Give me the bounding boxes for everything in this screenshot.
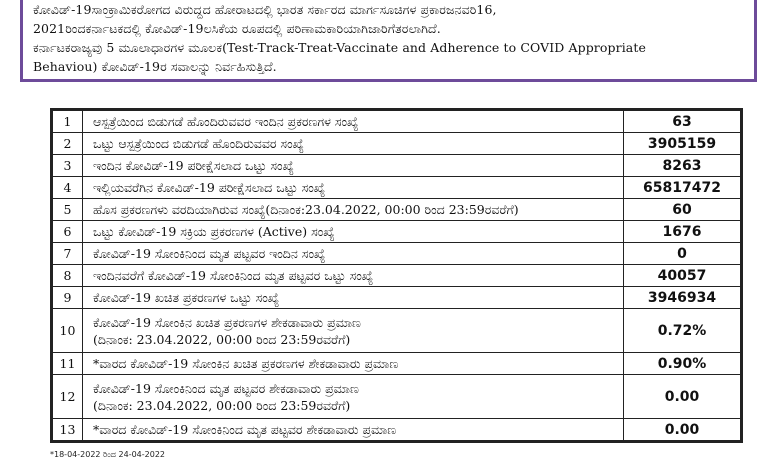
table-row: [53, 221, 741, 243]
footnote-date-range: *18-04-2022 ರಿಂದ 24-04-2022: [50, 450, 166, 459]
table-row: [53, 177, 741, 199]
row-number: 6: [53, 221, 83, 243]
stats-table: [52, 110, 741, 441]
covid-stats-table: [50, 108, 743, 443]
row-label-cell: [83, 133, 624, 155]
table-row: [53, 111, 741, 133]
table-row: [53, 155, 741, 177]
row-label: ಒಟ್ಟು ಕೋವಿಡ್‌-19 ಸಕ್ರಿಯ ಪ್ರಕರಣಗಳ (Active) ಸಂಖ್ಯೆ: [93, 224, 335, 239]
row-number: 5: [53, 199, 83, 221]
row-value: 8263: [624, 155, 741, 177]
row-label: *ವಾರದ ಕೋವಿಡ್‌-19 ಸೋಂಕಿನ ಖಚಿತ ಪ್ರಕರಣಗಳ ಶೇಕಡಾವಾರು ಪ್ರಮಾಣ: [93, 356, 399, 371]
row-label: ಇಲ್ಲಿಯವರೆಗಿನ ಕೋವಿಡ್‌-19 ಪರೀಕ್ಷೆಸಲಾದ ಒಟ್ಟು ಸಂಖ್ಯೆ: [93, 180, 326, 195]
row-label-cell: [83, 111, 624, 133]
row-label: ಒಟ್ಟು ಆಸ್ಪತ್ರೆಯಿಂದ ಬಿಡುಗಡೆ ಹೊಂದಿರುವವರ ಸಂಖ್ಯೆ: [93, 136, 304, 151]
row-label-cell: [83, 375, 624, 419]
table-row: [53, 287, 741, 309]
row-value: 1676: [624, 221, 741, 243]
row-label-cell: [83, 199, 624, 221]
row-label: ಆಸ್ಪತ್ರೆಯಿಂದ ಬಿಡುಗಡೆ ಹೊಂದಿರುವವರ ಇಂದಿನ ಪ್ರಕರಣಗಳ ಸಂಖ್ಯೆ: [93, 114, 359, 129]
row-label: *ವಾರದ ಕೋವಿಡ್‌-19 ಸೋಂಕಿನಿಂದ ಮೃತ ಪಟ್ಟವರ ಶೇಕಡಾವಾರು ಪ್ರಮಾಣ: [93, 422, 397, 437]
row-value: 3946934: [624, 287, 741, 309]
notice-line-1: ಕೋವಿಡ್‌-19ಸಾಂಕ್ರಾಮಿಕರೋಗದ ವಿರುದ್ಧದ ಹೋರಾಟದಲ್ಲಿ ಭಾರತ ಸರ್ಕಾರದ ಮಾರ್ಗಸೂಚಿಗಳ ಪ್ರಕಾರಜನವರಿ16,: [33, 2, 497, 17]
row-label: ಇಂದಿನವರೆಗೆ ಕೋವಿಡ್‌-19 ಸೋಂಕಿನಿಂದ ಮೃತ ಪಟ್ಟವರ ಒಟ್ಟು ಸಂಖ್ಯೆ: [93, 268, 374, 283]
row-number: 9: [53, 287, 83, 309]
table-row: [53, 353, 741, 375]
row-label: ಕೋವಿಡ್‌-19 ಸೋಂಕಿನ ಖಚಿತ ಪ್ರಕರಣಗಳ ಶೇಕಡಾವಾರು ಪ್ರಮಾಣ: [93, 314, 361, 330]
notice-line-2: 2021ರಿಂದಕರ್ನಾಟಕದಲ್ಲಿ ಕೋವಿಡ್‌-19ಲಸಿಕೆಯ ರೂಪದಲ್ಲಿ ಪರಿಣಾಮಕಾರಿಯಾಗಿಜಾರಿಗೆತರಲಾಗಿದೆ.: [33, 21, 441, 36]
row-value: 0.90%: [624, 353, 741, 375]
row-value: 0.00: [624, 419, 741, 441]
row-number: 11: [53, 353, 83, 375]
row-label-cell: [83, 419, 624, 441]
row-number: 13: [53, 419, 83, 441]
row-number: 1: [53, 111, 83, 133]
row-label: ಕೋವಿಡ್‌-19 ಸೋಂಕಿನಿಂದ ಮೃತ ಪಟ್ಟವರ ಇಂದಿನ ಸಂಖ್ಯೆ: [93, 246, 326, 261]
row-number: 3: [53, 155, 83, 177]
row-label-date-range: (ದಿನಾಂಕ: 23.04.2022, 00:00 ರಿಂದ 23:59ರವರೆಗೆ): [93, 331, 351, 347]
row-label: ಕೋವಿಡ್‌-19 ಸೋಂಕಿನಿಂದ ಮೃತ ಪಟ್ಟವರ ಶೇಕಡಾವಾರು ಪ್ರಮಾಣ: [93, 380, 359, 396]
row-number: 4: [53, 177, 83, 199]
row-number: 10: [53, 309, 83, 353]
table-row: [53, 243, 741, 265]
row-number: 8: [53, 265, 83, 287]
table-row: [53, 309, 741, 353]
row-label-cell: [83, 221, 624, 243]
row-label-cell: [83, 177, 624, 199]
row-label-date-range: (ದಿನಾಂಕ: 23.04.2022, 00:00 ರಿಂದ 23:59ರವರೆಗೆ): [93, 397, 351, 413]
table-row: [53, 375, 741, 419]
table-row: [53, 133, 741, 155]
row-label-cell: [83, 309, 624, 353]
table-row: [53, 265, 741, 287]
row-value: 0: [624, 243, 741, 265]
row-number: 2: [53, 133, 83, 155]
row-value: 3905159: [624, 133, 741, 155]
table-row: [53, 199, 741, 221]
row-value: 0.72%: [624, 309, 741, 353]
row-number: 12: [53, 375, 83, 419]
row-label: ಇಂದಿನ ಕೋವಿಡ್‌-19 ಪರೀಕ್ಷೆಸಲಾದ ಒಟ್ಟು ಸಂಖ್ಯೆ: [93, 158, 294, 173]
row-label: ಹೊಸ ಪ್ರಕರಣಗಳು ವರದಿಯಾಗಿರುವ ಸಂಖ್ಯೆ(ದಿನಾಂಕ:23.04.2022, 00:00 ರಿಂದ 23:59ರವರೆಗೆ): [93, 202, 519, 217]
row-label: ಕೋವಿಡ್‌-19 ಖಚಿತ ಪ್ರಕರಣಗಳ ಒಟ್ಟು ಸಂಖ್ಯೆ: [93, 290, 280, 305]
row-label-cell: [83, 265, 624, 287]
row-number: 7: [53, 243, 83, 265]
row-label-cell: [83, 353, 624, 375]
row-value: 40057: [624, 265, 741, 287]
row-value: 63: [624, 111, 741, 133]
row-value: 0.00: [624, 375, 741, 419]
row-value: 65817472: [624, 177, 741, 199]
row-label-cell: [83, 287, 624, 309]
row-label-cell: [83, 243, 624, 265]
notice-line-3: ಕರ್ನಾಟಕರಾಜ್ಯವು 5 ಮೂಲಾಧಾರಗಳ ಮೂಲಕ(Test-Track-Treat-Vaccinate and Adherence to COVID Appropriate: [33, 40, 646, 55]
row-label-cell: [83, 155, 624, 177]
row-value: 60: [624, 199, 741, 221]
notice-line-4: Behaviou) ಕೋವಿಡ್‌-19ರ ಸವಾಲನ್ನು ನಿರ್ವಹಿಸುತ್ತಿದೆ.: [33, 59, 277, 74]
table-row: [53, 419, 741, 441]
notice-box: [20, 0, 757, 82]
